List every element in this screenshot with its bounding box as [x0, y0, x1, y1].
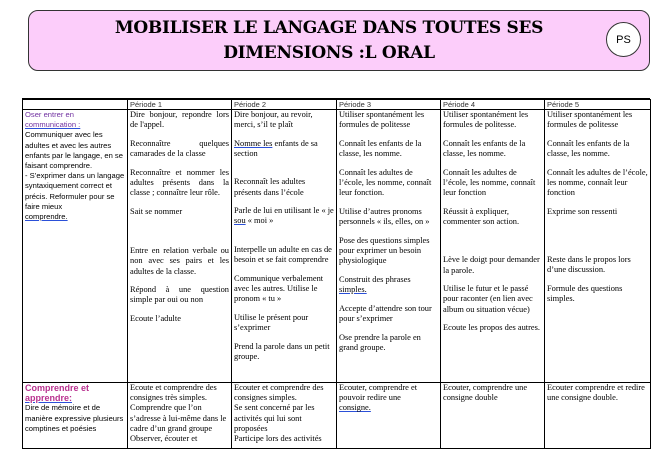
- competence-title: [25, 383, 125, 403]
- objective: Ecoute l’adulte: [130, 314, 181, 324]
- periode-1-cell: [128, 110, 232, 383]
- table-row: [23, 383, 651, 449]
- competence-text: Communiquer avec les adultes et avec les autres enfants par le langage, en se faisant comprendre.: [25, 130, 123, 171]
- periode-2-cell: [232, 383, 337, 449]
- periode-2-cell: [232, 110, 337, 383]
- periode-4-cell: [441, 383, 545, 449]
- objective: Reste dans le propos lors d’une discussion.: [547, 255, 631, 275]
- periode-3-cell: [337, 383, 441, 449]
- objective: Utilise le présent pour s’exprimer: [234, 312, 309, 332]
- objective-part: simples.: [339, 285, 367, 295]
- objective: Communique verbalement avec les autres. Utilise le pronom « tu »: [234, 273, 324, 303]
- header-periode-5: Période 5: [545, 100, 651, 110]
- objective: Reconnaître et nommer les adultes présents dans la classe ; connaître leur rôle.: [130, 167, 229, 198]
- objective: Exprime son ressenti: [547, 206, 618, 216]
- objective-part: Ecouter, comprendre et pouvoir redire une: [339, 383, 418, 403]
- objective: Reconnaît les adultes présents dans l’école: [234, 177, 306, 197]
- title-banner: [28, 10, 650, 71]
- progression-table: [22, 99, 651, 449]
- objective: Utiliser spontanément les formules de politesse: [547, 110, 633, 130]
- objective: [339, 383, 438, 414]
- objective: Connaît les adultes de l’école, les nomme, connaît leur fonction.: [339, 167, 432, 198]
- objective: Se sent concerné par les activités qui lui sont proposées: [234, 403, 315, 433]
- objective: Ecouter, comprendre une consigne double: [443, 383, 528, 403]
- objective: Dire bonjour, au revoir, merci, s’il te plaît: [234, 110, 313, 130]
- header-row: [23, 100, 651, 110]
- table-row: [23, 110, 651, 383]
- objective-part: enfants de sa section: [234, 138, 318, 159]
- objective-part: Construit des phrases: [339, 274, 411, 284]
- objective-part: Parle de lui en utilisant le « je: [234, 206, 334, 216]
- objective: Participe lors des activités: [234, 434, 322, 444]
- objective: Entre en relation verbale ou non avec ses pairs et les adultes de la classe.: [130, 246, 229, 276]
- competence-title-line: Comprendre et: [25, 383, 90, 393]
- objective: Comprendre que l’on s’adresse à lui-même dans le cadre d’un grand groupe: [130, 403, 227, 433]
- competence-cell: [23, 110, 128, 383]
- competence-cell: [23, 383, 128, 449]
- competence-text: - S’exprimer dans un langage syntaxiquement correct et précis. Reformuler pour se faire mieux: [25, 171, 125, 211]
- objective-part: sou: [234, 216, 246, 226]
- periode-5-cell: [545, 383, 651, 449]
- objective: Interpelle un adulte en cas de besoin et se fait comprendre: [234, 244, 332, 264]
- objective: Ecoute les propos des autres.: [443, 323, 540, 333]
- objective: [234, 206, 334, 226]
- objective: Reconnaître quelques camarades de la classe: [130, 138, 229, 159]
- objective: Connaît les adultes de l’école, les nomme, connaît leur fonction: [547, 167, 648, 198]
- periode-3-cell: [337, 110, 441, 383]
- competence-title: [25, 110, 125, 130]
- objective: Ecouter comprendre et redire une consigne double.: [547, 383, 645, 403]
- competence-title-line: Oser entrer en: [25, 110, 74, 119]
- competence-text: Dire de mémoire et de manière expressive plusieurs comptines et poésies: [25, 403, 124, 433]
- periode-4-cell: [441, 110, 545, 383]
- header-periode-3: Période 3: [337, 100, 441, 110]
- objective: Prend la parole dans un petit groupe.: [234, 341, 330, 361]
- header-periode-4: Période 4: [441, 100, 545, 110]
- header-periode-2: Période 2: [232, 100, 337, 110]
- objective-part: consigne.: [339, 403, 371, 413]
- competence-title-line: communication :: [25, 120, 81, 130]
- objective: Utiliser spontanément les formules de politesse: [339, 110, 425, 130]
- header-periode-1: Période 1: [128, 100, 232, 110]
- competence-text: comprendre.: [25, 212, 68, 222]
- objective: Connaît les enfants de la classe, les nomme.: [547, 138, 630, 159]
- objective: Utilise d’autres pronoms personnels « ils, elles, on »: [339, 206, 430, 227]
- objective: Dire bonjour, repondre lors de l'appel.: [130, 110, 229, 130]
- objective: Réussit à expliquer, commenter son action.: [443, 206, 520, 227]
- periode-1-cell: [128, 383, 232, 449]
- objective: Connaît les enfants de la classe, les nomme.: [339, 138, 422, 159]
- page-title: MOBILISER LE LANGAGE DANS TOUTES SES DIMENSIONS :L ORAL: [114, 18, 544, 63]
- header-empty: [23, 100, 128, 110]
- periode-5-cell: [545, 110, 651, 383]
- objective: Connaît les enfants de la classe, les nomme.: [443, 138, 526, 159]
- objective: Pose des questions simples pour exprimer un besoin physiologique: [339, 235, 430, 266]
- objective: Accepte d’attendre son tour pour s’exprimer: [339, 303, 432, 324]
- objective: Utiliser spontanément les formules de politesse.: [443, 110, 529, 130]
- objective: Ose prendre la parole en grand groupe.: [339, 332, 421, 352]
- objective: Utilise le futur et le passé pour raconter (en lien avec album ou situation vécue): [443, 284, 533, 314]
- objective: Connaît les adultes de l’école, les nomme, connaît leur fonction: [443, 167, 536, 198]
- objective-part: Nomme les: [234, 138, 273, 148]
- objective: Formule des questions simples.: [547, 284, 623, 304]
- objective: Observer, écouter et: [130, 434, 198, 444]
- competence-title-line: apprendre:: [25, 393, 73, 404]
- level-badge: PS: [606, 22, 641, 57]
- objective: [234, 139, 334, 159]
- objective: Sait se nommer: [130, 206, 183, 216]
- objective: [339, 275, 438, 295]
- objective: Ecoute et comprendre des consignes très simples.: [130, 383, 217, 403]
- objective-part: « moi »: [245, 216, 274, 226]
- objective: Ecouter et comprendre des consignes simples.: [234, 383, 324, 403]
- objective: Répond à une question simple par oui ou non: [130, 285, 229, 305]
- objective: Lève le doigt pour demander la parole.: [443, 255, 540, 275]
